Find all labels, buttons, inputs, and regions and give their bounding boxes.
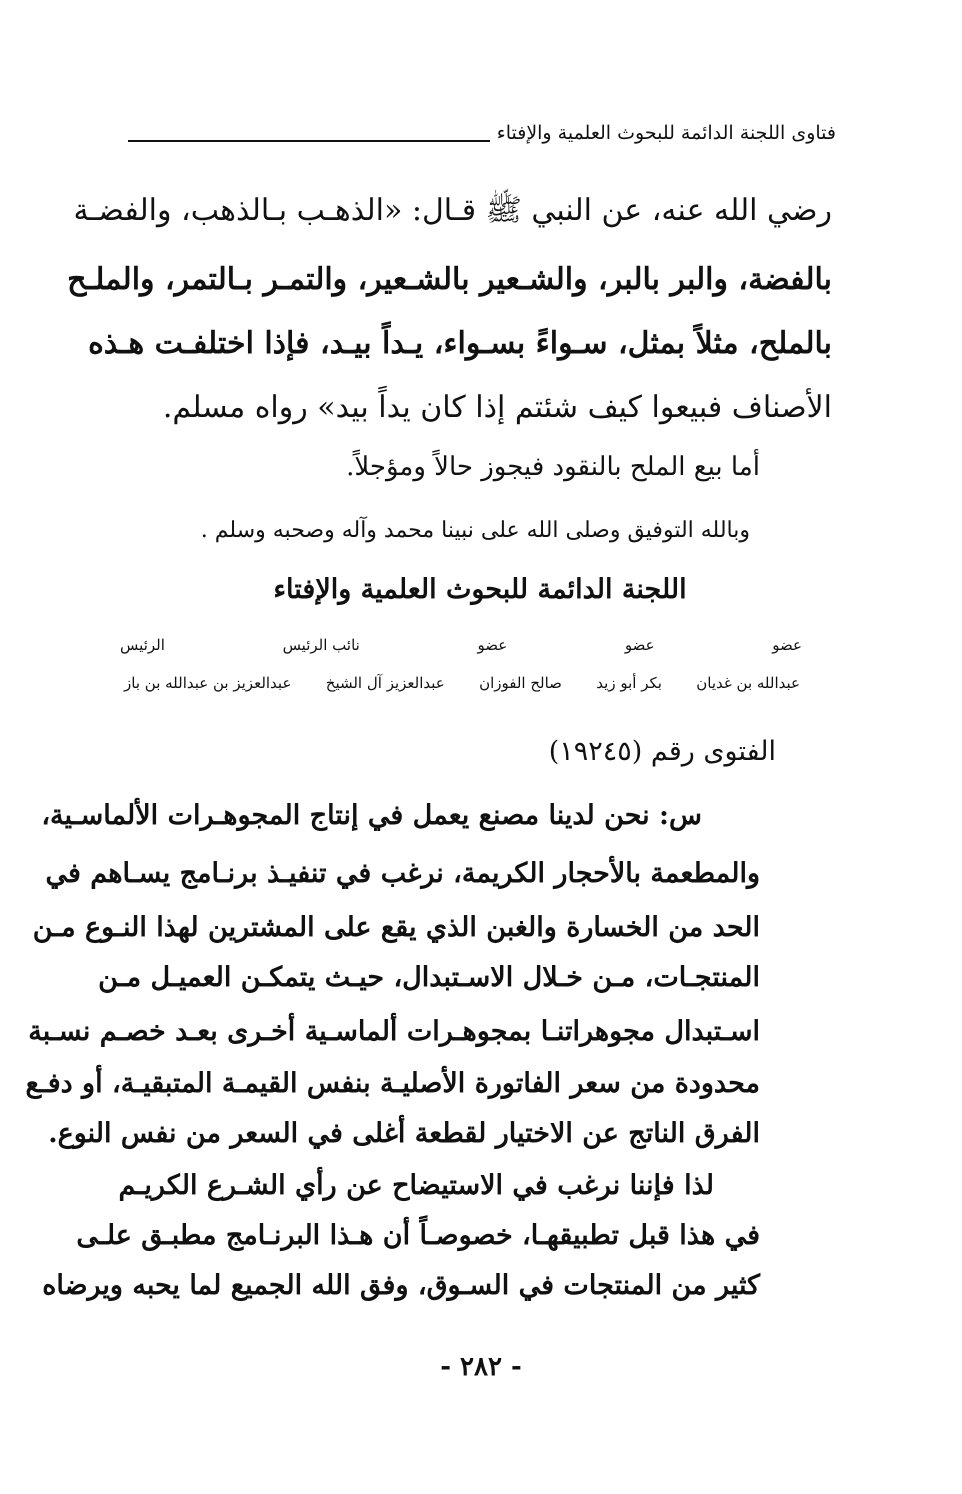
role-5: الرئيس [120,636,165,654]
question-line-2: والمطعمة بالأحجار الكريمة، نرغب في تنفيـذ برنـامج يسـاهم في [45,858,760,889]
role-3: عضو [477,636,508,654]
hadith-line-4: الأصناف فبيعوا كيف شئتم إذا كان يداً بيد» رواه مسلم. [162,390,832,425]
hadith-line-1: رضي الله عنه، عن النبي ﷺ قـال: «الذهـب بـالذهب، والفضـة [73,193,832,228]
hadith-line-3: بالملح، مثلاً بمثل، سـواءً بسـواء، يـداً بيـد، فإذا اختلفـت هـذه [88,326,832,361]
question-line-3: الحد من الخسارة والغبن الذي يقع على المشترين لهذا النـوع مـن [32,912,760,943]
fatwa-number: الفتوى رقم (١٩٢٤٥) [548,736,776,767]
committee-title: اللجنة الدائمة للبحوث العلمية والإفتاء [273,574,687,605]
hadith-line-2: بالفضة، والبر بالبر، والشـعير بالشـعير، والتمـر بـالتمر، والملـح [67,262,832,297]
page-number: - ٢٨٢ - [440,1352,522,1382]
name-2: بكر أبو زيد [596,674,662,692]
question-line-8: لذا فإننا نرغب في الاستيضاح عن رأي الشـرع الكريـم [118,1170,714,1201]
closing-text: وبالله التوفيق وصلى الله على نبينا محمد وآله وصحبه وسلم . [200,518,750,543]
question-line-4: المنتجـات، مـن خـلال الاسـتبدال، حيـث يتمكـن العميـل مـن [98,962,760,993]
question-line-5: اسـتبدال مجوهراتنـا بمجوهـرات ألماسـية أخـرى بعـد خصـم نسـبة [28,1016,760,1047]
name-3: صالح الفوزان [479,674,562,692]
name-4: عبدالعزيز آل الشيخ [325,674,445,692]
role-2: عضو [624,636,655,654]
question-line-6: محدودة من سعر الفاتورة الأصليـة بنفس القيمـة المتبقيـة، أو دفـع [25,1068,760,1099]
role-1: عضو [772,636,802,654]
question-line-10: كثير من المنتجات في السـوق، وفق الله الجميع لما يحبه ويرضاه [42,1270,760,1301]
question-line-7: الفرق الناتج عن الاختيار لقطعة أغلى في السعر من نفس النوع. [48,1118,760,1149]
signature-roles [120,636,802,654]
ruling-text: أما بيع الملح بالنقود فيجوز حالاً ومؤجلاً. [346,452,760,482]
name-5: عبدالعزيز بن عبدالله بن باز [124,674,292,692]
header-title: فتاوى اللجنة الدائمة للبحوث العلمية والإفتاء [496,122,836,144]
header-rule [128,140,490,142]
running-header [128,118,836,158]
signature-names [124,674,800,692]
name-1: عبدالله بن غديان [696,674,800,692]
question-line-1: س: نحن لدينا مصنع يعمل في إنتاج المجوهـرات الألماسـية، [41,800,702,831]
role-4: نائب الرئيس [282,636,360,654]
question-line-9: في هذا قبل تطبيقهـا، خصوصـاً أن هـذا البرنـامج مطبـق علـى [76,1220,760,1251]
